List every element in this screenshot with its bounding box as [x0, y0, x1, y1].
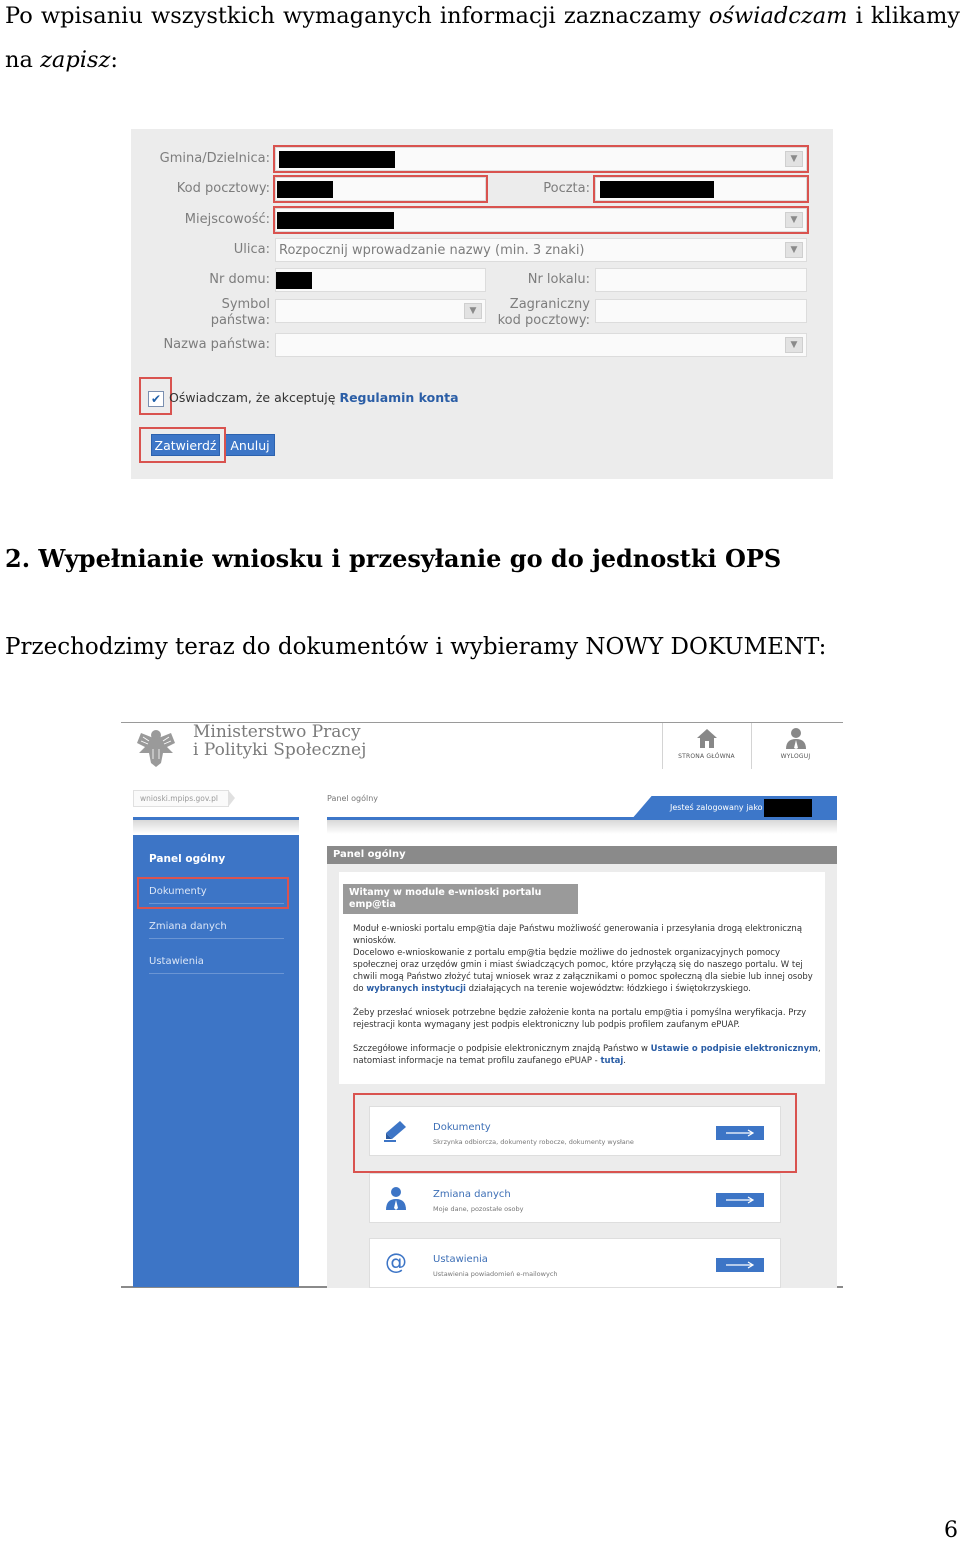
- card-ustawienia[interactable]: [369, 1238, 781, 1288]
- intro-paragraph: Po wpisaniu wszystkich wymaganych informacji zaznaczamy oświadczam i klikamy na zapisz:: [5, 3, 960, 73]
- at-sign-icon: @: [385, 1250, 407, 1275]
- redacted-value: [276, 272, 312, 289]
- dropdown-arrow-icon[interactable]: ▼: [464, 303, 482, 319]
- dokumenty-card-highlight: [353, 1093, 797, 1173]
- sidebar-item-ustawienia[interactable]: Ustawienia: [149, 956, 284, 974]
- main-content: [327, 864, 837, 1288]
- welcome-title: Witamy w module e-wnioski portalu emp@tia: [343, 884, 578, 914]
- dokumenty-highlight: [137, 877, 289, 909]
- poczta-label: Poczta:: [543, 181, 590, 196]
- logged-in-text: Jesteś zalogowany jako: [670, 803, 763, 812]
- home-button[interactable]: [662, 723, 750, 769]
- sidebar-item-zmiana-danych[interactable]: Zmiana danych: [149, 921, 284, 939]
- ministry-name: Ministerstwo Pracy i Polityki Społecznej: [193, 722, 367, 760]
- main-title: Panel ogólny: [327, 846, 837, 864]
- zagraniczny-kod-input[interactable]: [595, 299, 807, 323]
- divider-shadow: [133, 820, 299, 834]
- gmina-label: Gmina/Dzielnica:: [159, 151, 270, 166]
- card-subtitle: Skrzynka odbiorcza, dokumenty robocze, dokumenty wysłane: [433, 1138, 634, 1146]
- nazwa-panstwa-label: Nazwa państwa:: [163, 337, 270, 352]
- dropdown-arrow-icon[interactable]: ▼: [785, 212, 803, 228]
- section-text: Przechodzimy teraz do dokumentów i wybieramy NOWY DOKUMENT:: [5, 634, 827, 660]
- welcome-paragraph-2: Docelowo e-wnioskowanie z portalu emp@tia będzie możliwe do jednostek organizacyjnych pomocy społecznej oraz urzędów gmin i miast świadczących pomoc, które przyłączą się do naszego portalu. W tej chwili mogą Państwo złożyć tutaj wniosek wraz z załącznikami o pomoc społeczną dla siebie lub innej osoby do wybranych instytucji działających na terenie województw: łódzkiego i świętokrzyskiego.: [353, 948, 813, 994]
- ustawa-link[interactable]: Ustawie o podpisie elektronicznym: [650, 1044, 818, 1054]
- card-title: Ustawienia: [433, 1254, 488, 1265]
- anuluj-button[interactable]: Anuluj: [225, 434, 275, 456]
- required-highlight: [593, 175, 809, 203]
- redacted-username: [764, 799, 812, 819]
- required-highlight: [273, 175, 488, 203]
- breadcrumb-site[interactable]: wnioski.mpips.gov.pl: [133, 790, 229, 807]
- button-highlight: [139, 427, 226, 463]
- card-subtitle: Moje dane, pozostałe osoby: [433, 1205, 524, 1213]
- page-number: 6: [944, 1518, 958, 1543]
- logout-button[interactable]: [751, 723, 839, 769]
- symbol-panstwa-select[interactable]: [275, 299, 486, 323]
- user-icon: [382, 1184, 410, 1212]
- sidebar: [133, 835, 299, 1287]
- dropdown-arrow-icon[interactable]: ▼: [785, 242, 803, 258]
- arrow-right-icon[interactable]: [716, 1258, 764, 1272]
- welcome-paragraph-3: Żeby przesłać wniosek potrzebne będzie założenie konta na portalu emp@tia i pomyślna weryfikacja. Przy rejestracji konta wymagany jest podpis elektroniczny lub podpis profilem zaufanym ePUAP.: [353, 1008, 807, 1030]
- dropdown-arrow-icon[interactable]: ▼: [785, 337, 803, 353]
- nr-domu-label: Nr domu:: [209, 272, 270, 287]
- kod-pocztowy-label: Kod pocztowy:: [176, 181, 270, 196]
- required-highlight: [273, 145, 809, 173]
- ulica-placeholder: Rozpocznij wprowadzanie nazwy (min. 3 znaki): [279, 243, 585, 258]
- tutaj-link[interactable]: tutaj: [600, 1056, 624, 1066]
- ulica-label: Ulica:: [233, 242, 270, 257]
- zagraniczny-kod-label: Zagraniczny kod pocztowy:: [497, 297, 590, 328]
- dropdown-arrow-icon[interactable]: ▼: [785, 151, 803, 167]
- divider-shadow: [327, 820, 837, 834]
- declaration-checkbox[interactable]: ✔: [148, 391, 164, 407]
- card-title: Dokumenty: [433, 1122, 491, 1133]
- nazwa-panstwa-select[interactable]: [275, 333, 807, 357]
- sidebar-title[interactable]: Panel ogólny: [149, 853, 226, 865]
- checkbox-highlight: [139, 377, 172, 415]
- user-icon: [783, 725, 809, 751]
- declaration-text: Oświadczam, że akceptuję Regulamin konta: [169, 390, 459, 405]
- miejscowosc-label: Miejscowość:: [184, 212, 270, 227]
- required-highlight: [273, 206, 809, 234]
- address-form-screenshot: [131, 129, 833, 479]
- welcome-paragraph-1: Moduł e-wnioski portalu emp@tia daje Państwu możliwość generowania i przesyłania drogą elektroniczną wniosków.: [353, 924, 803, 946]
- nr-lokalu-label: Nr lokalu:: [527, 272, 590, 287]
- welcome-paragraph-4: Szczegółowe informacje o podpisie elektronicznym znajdą Państwo w Ustawie o podpisie elektronicznym, natomiast informacje na temat profilu zaufanego ePUAP - tutaj.: [353, 1044, 821, 1066]
- regulamin-link[interactable]: Regulamin konta: [339, 390, 459, 405]
- card-zmiana-danych[interactable]: [369, 1173, 781, 1223]
- sidebar-item-dokumenty[interactable]: Dokumenty: [149, 886, 284, 904]
- card-title: Zmiana danych: [433, 1189, 511, 1200]
- home-icon: [694, 725, 720, 751]
- logout-label: WYLOGUJ: [780, 753, 811, 760]
- eagle-emblem-icon: [133, 725, 179, 767]
- welcome-box: [339, 872, 825, 1084]
- nr-domu-input[interactable]: [275, 268, 486, 292]
- home-label: STRONA GŁÓWNA: [678, 753, 735, 760]
- section-heading: 2. Wypełnianie wniosku i przesyłanie go do jednostki OPS: [5, 544, 782, 573]
- wybranych-instytucji-link[interactable]: wybranych instytucji: [366, 984, 466, 994]
- card-subtitle: Ustawienia powiadomień e-mailowych: [433, 1270, 558, 1278]
- breadcrumb-arrow: [228, 790, 235, 807]
- breadcrumb-page: Panel ogólny: [327, 794, 379, 803]
- portal-screenshot: [121, 722, 843, 1288]
- nr-lokalu-input[interactable]: [595, 268, 807, 292]
- symbol-panstwa-label: Symbol państwa:: [210, 297, 270, 328]
- ulica-select[interactable]: [275, 238, 807, 262]
- zatwierdz-button[interactable]: Zatwierdź: [151, 434, 220, 456]
- arrow-right-icon[interactable]: [716, 1193, 764, 1207]
